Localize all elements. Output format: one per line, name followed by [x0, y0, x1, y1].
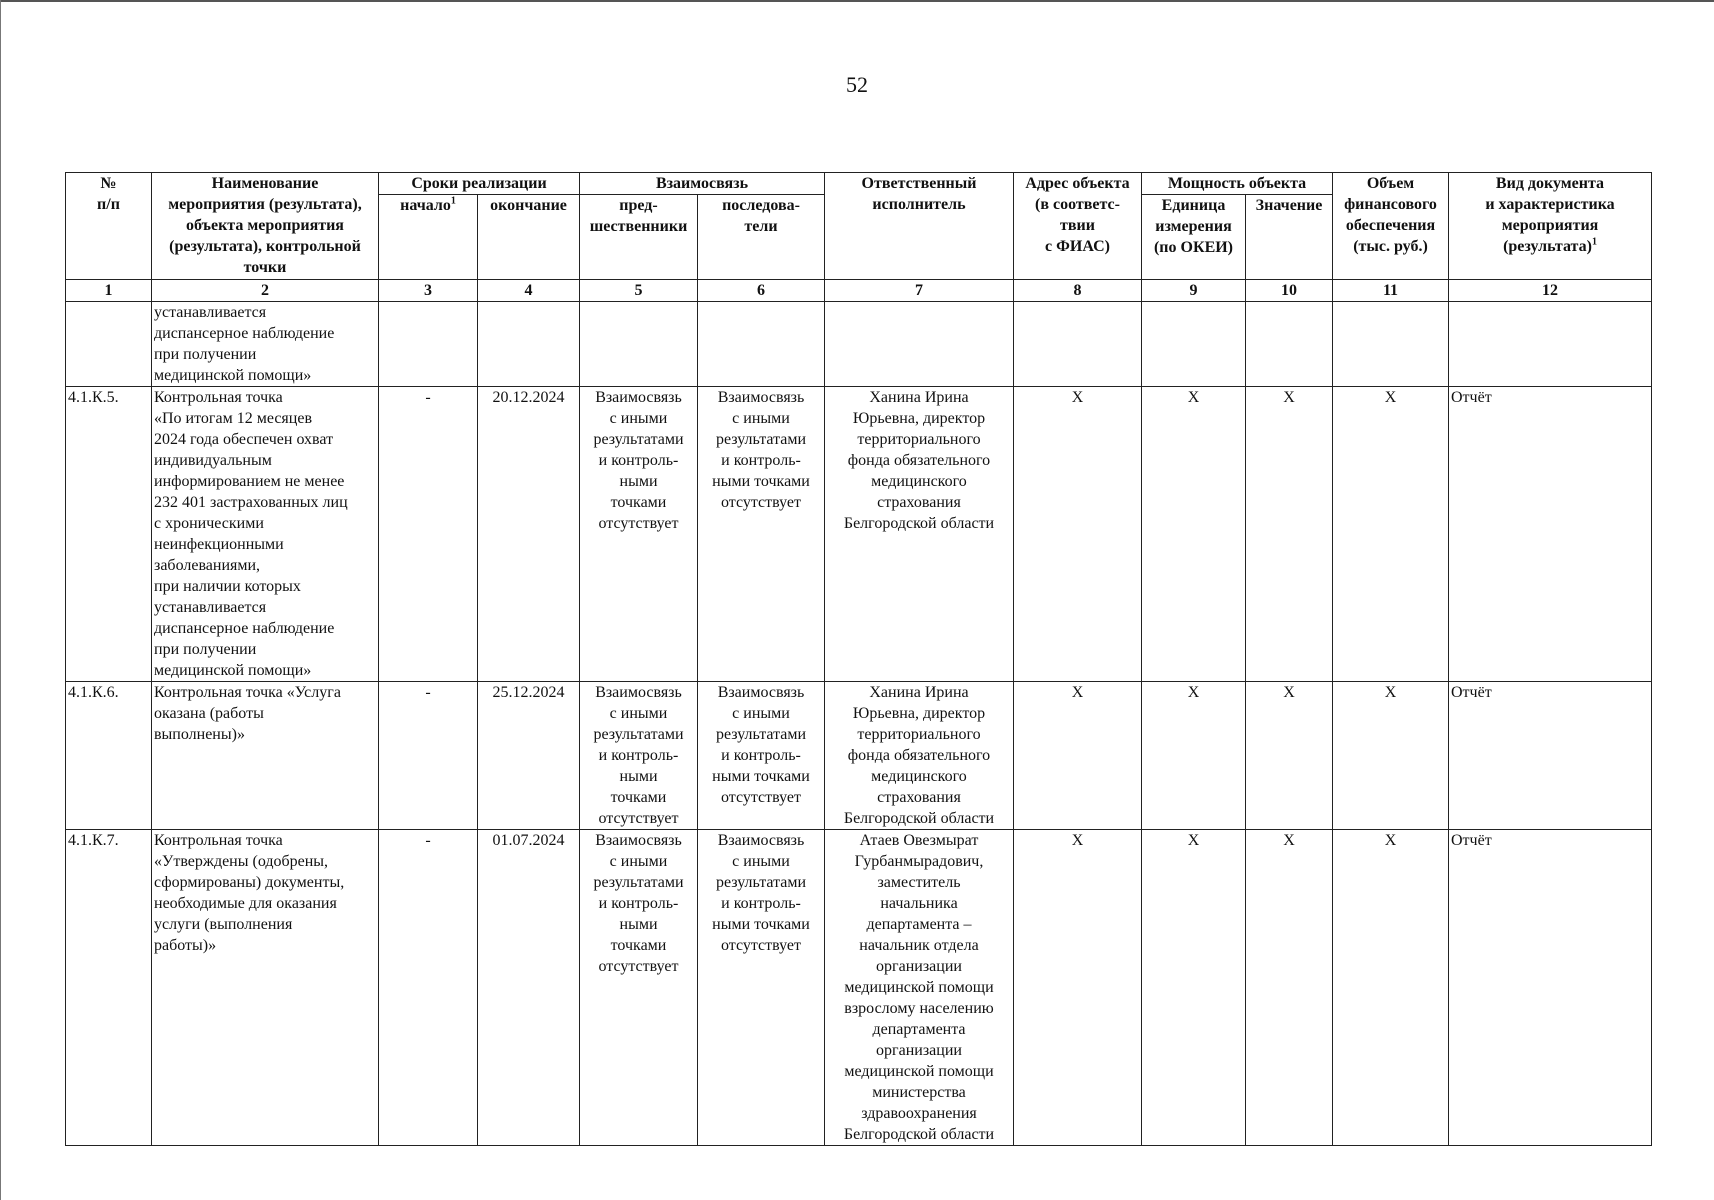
plan-table — [65, 172, 1652, 1146]
cell-unit: Х — [1142, 682, 1246, 830]
cell-unit: Х — [1142, 830, 1246, 1146]
cell-end: 20.12.2024 — [478, 387, 580, 682]
cell-finance — [1333, 302, 1449, 387]
header-number: № п/п — [66, 173, 152, 280]
header-address: Адрес объекта (в соответс- твии с ФИАС) — [1014, 173, 1142, 280]
cell-successors: Взаимосвязь с иными результатами и контроль- ными точками отсутствует — [698, 830, 825, 1146]
cell-number: 4.1.К.7. — [66, 830, 152, 1146]
column-number: 10 — [1246, 280, 1333, 302]
column-number: 12 — [1449, 280, 1652, 302]
cell-document: Отчёт — [1449, 387, 1652, 682]
cell-number: 4.1.К.5. — [66, 387, 152, 682]
cell-start — [379, 302, 478, 387]
cell-address: Х — [1014, 830, 1142, 1146]
header-end: окончание — [478, 195, 580, 280]
cell-name: Контрольная точка «По итогам 12 месяцев 2024 года обеспечен охват индивидуальным информированием не менее 232 401 застрахованных лиц с хроническими неинфекционными заболеваниями, при наличии которых устанавливается диспансерное наблюдение при получении медицинской помощи» — [152, 387, 379, 682]
cell-responsible: Атаев Овезмырат Гурбанмырадович, заместитель начальника департамента – начальник отдела организации медицинской помощи взрослому населению департамента организации медицинской помощи министерства здравоохранения Белгородской области — [825, 830, 1014, 1146]
header-predecessors: пред- шественники — [580, 195, 698, 280]
table-row — [66, 682, 1652, 830]
cell-successors: Взаимосвязь с иными результатами и контроль- ными точками отсутствует — [698, 387, 825, 682]
cell-start: - — [379, 830, 478, 1146]
cell-name: Контрольная точка «Услуга оказана (работы выполнены)» — [152, 682, 379, 830]
cell-address: Х — [1014, 682, 1142, 830]
table-row-continuation — [66, 302, 1652, 387]
header-start-footnote: 1 — [450, 195, 456, 207]
header-start-text: начало — [400, 197, 451, 214]
table-row — [66, 387, 1652, 682]
page-number: 52 — [846, 72, 868, 97]
cell-responsible — [825, 302, 1014, 387]
cell-number — [66, 302, 152, 387]
cell-finance: Х — [1333, 682, 1449, 830]
header-link-group: Взаимосвязь — [580, 173, 825, 195]
cell-value — [1246, 302, 1333, 387]
cell-unit — [1142, 302, 1246, 387]
cell-end: 01.07.2024 — [478, 830, 580, 1146]
header-document-footnote: 1 — [1591, 236, 1597, 248]
column-number: 8 — [1014, 280, 1142, 302]
cell-responsible: Ханина Ирина Юрьевна, директор территориального фонда обязательного медицинского страхования Белгородской области — [825, 387, 1014, 682]
cell-predecessors: Взаимосвязь с иными результатами и контроль- ными точками отсутствует — [580, 682, 698, 830]
cell-value: Х — [1246, 830, 1333, 1146]
column-number: 3 — [379, 280, 478, 302]
header-responsible: Ответственный исполнитель — [825, 173, 1014, 280]
header-document — [1449, 173, 1652, 280]
header-name: Наименование мероприятия (результата), объекта мероприятия (результата), контрольной точки — [152, 173, 379, 280]
cell-finance: Х — [1333, 387, 1449, 682]
cell-predecessors — [580, 302, 698, 387]
header-unit: Единица измерения (по ОКЕИ) — [1142, 195, 1246, 280]
header-finance: Объем финансового обеспечения (тыс. руб.) — [1333, 173, 1449, 280]
column-number: 4 — [478, 280, 580, 302]
cell-value: Х — [1246, 387, 1333, 682]
cell-predecessors: Взаимосвязь с иными результатами и контроль- ными точками отсутствует — [580, 387, 698, 682]
cell-address: Х — [1014, 387, 1142, 682]
header-start — [379, 195, 478, 280]
cell-start: - — [379, 387, 478, 682]
column-number: 1 — [66, 280, 152, 302]
table-row — [66, 830, 1652, 1146]
header-value: Значение — [1246, 195, 1333, 280]
cell-successors — [698, 302, 825, 387]
column-number: 11 — [1333, 280, 1449, 302]
cell-name: устанавливается диспансерное наблюдение при получении медицинской помощи» — [152, 302, 379, 387]
column-number: 9 — [1142, 280, 1246, 302]
cell-document: Отчёт — [1449, 830, 1652, 1146]
header-row-1 — [66, 173, 1652, 195]
cell-end — [478, 302, 580, 387]
cell-document: Отчёт — [1449, 682, 1652, 830]
column-number-row — [66, 280, 1652, 302]
cell-successors: Взаимосвязь с иными результатами и контроль- ными точками отсутствует — [698, 682, 825, 830]
cell-responsible: Ханина Ирина Юрьевна, директор территориального фонда обязательного медицинского страхования Белгородской области — [825, 682, 1014, 830]
header-successors: последова- тели — [698, 195, 825, 280]
header-capacity-group: Мощность объекта — [1142, 173, 1333, 195]
cell-predecessors: Взаимосвязь с иными результатами и контроль- ными точками отсутствует — [580, 830, 698, 1146]
column-number: 7 — [825, 280, 1014, 302]
scan-top-edge — [0, 0, 1714, 2]
cell-unit: Х — [1142, 387, 1246, 682]
cell-address — [1014, 302, 1142, 387]
column-number: 5 — [580, 280, 698, 302]
cell-name: Контрольная точка «Утверждены (одобрены, сформированы) документы, необходимые для оказания услуги (выполнения работы)» — [152, 830, 379, 1146]
cell-start: - — [379, 682, 478, 830]
column-number: 6 — [698, 280, 825, 302]
cell-number: 4.1.К.6. — [66, 682, 152, 830]
cell-finance: Х — [1333, 830, 1449, 1146]
cell-document — [1449, 302, 1652, 387]
scan-left-edge — [0, 0, 1, 1200]
header-document-text: Вид документа и характеристика мероприятия (результата) — [1485, 175, 1615, 255]
cell-end: 25.12.2024 — [478, 682, 580, 830]
cell-value: Х — [1246, 682, 1333, 830]
column-number: 2 — [152, 280, 379, 302]
header-terms-group: Сроки реализации — [379, 173, 580, 195]
